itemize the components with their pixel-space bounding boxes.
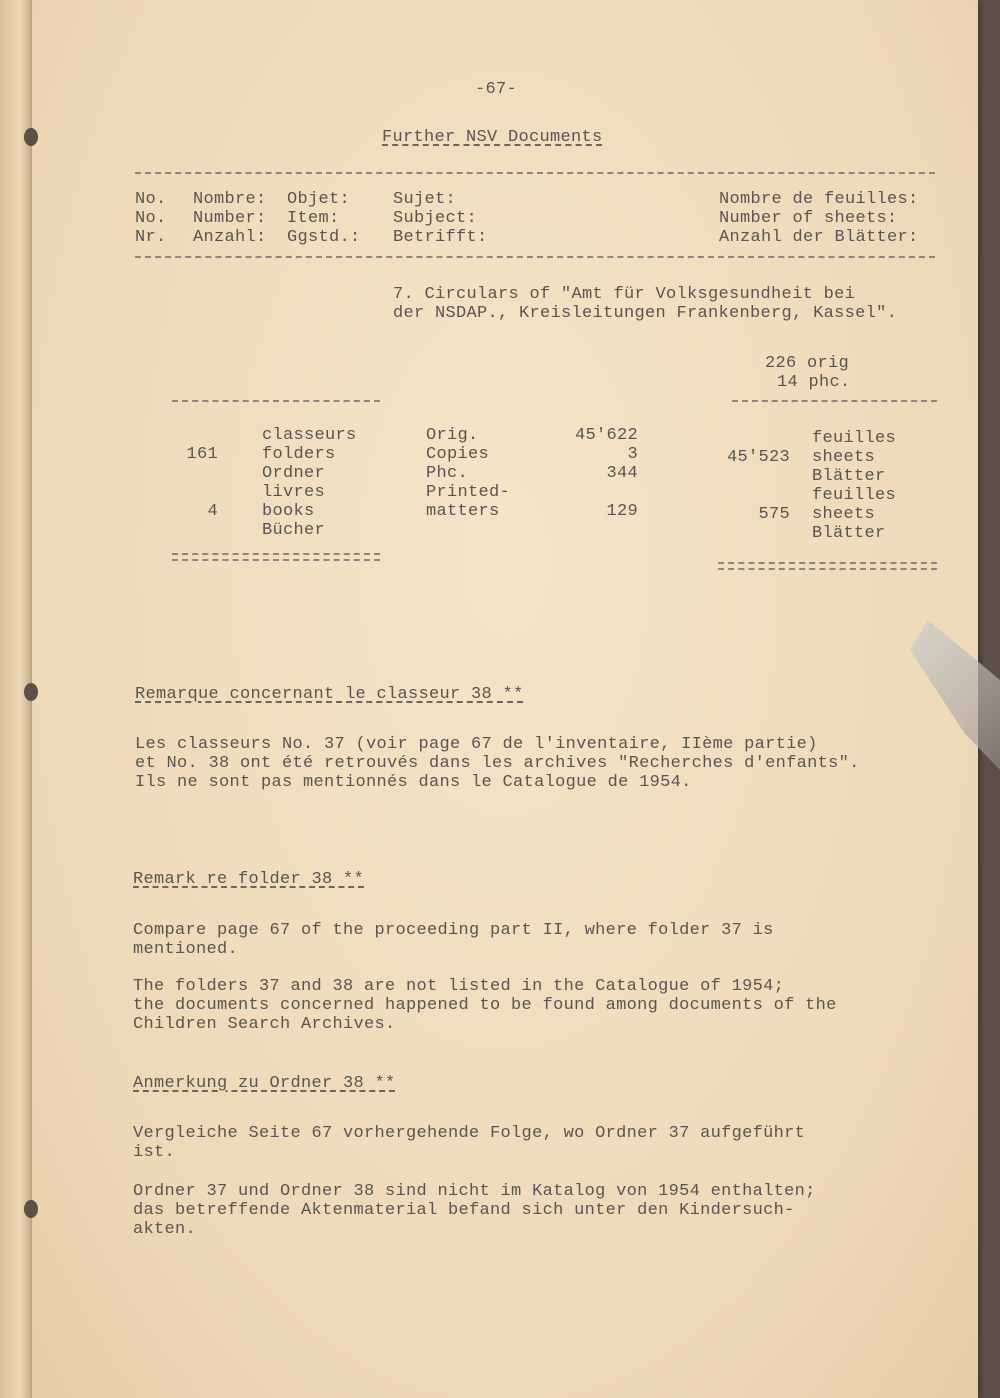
french-heading: Remarque concernant le classeur 38 ** xyxy=(135,685,524,704)
summary-double-rule-right xyxy=(718,562,937,570)
summary-rule-right xyxy=(732,400,937,402)
header-item-de: Ggstd.: xyxy=(287,228,361,247)
document-page xyxy=(32,0,978,1398)
english-p2-line-3: Children Search Archives. xyxy=(133,1015,396,1034)
header-item-fr: Objet: xyxy=(287,190,351,209)
punch-hole xyxy=(24,683,38,701)
header-rule-bottom xyxy=(135,256,935,258)
header-sheets-en: Number of sheets: xyxy=(719,209,898,228)
item-orig: Orig. xyxy=(426,426,479,445)
german-p2-line-1: Ordner 37 und Ordner 38 sind nicht im Katalog von 1954 enthalten; xyxy=(133,1182,816,1201)
unit-fr-2: feuilles xyxy=(812,486,897,505)
header-subject-en: Subject: xyxy=(393,209,478,228)
row2-number: 4 xyxy=(207,502,218,521)
english-p1-line-2: mentioned. xyxy=(133,940,239,959)
unit-fr-1: feuilles xyxy=(812,429,897,448)
count-phc: 344 xyxy=(606,464,638,483)
unit-de-2: Blätter xyxy=(812,524,886,543)
german-p2-line-2: das betreffende Aktenmaterial befand sich unter den Kindersuch- xyxy=(133,1201,795,1220)
page-title: Further NSV Documents xyxy=(382,128,603,147)
item-printed: Printed- xyxy=(426,483,511,502)
english-p2-line-2: the documents concerned happened to be found among documents of the xyxy=(133,996,837,1015)
type-fr-2: livres xyxy=(262,483,326,502)
entry-orig-count: 226 orig xyxy=(765,354,850,373)
german-p1-line-2: ist. xyxy=(133,1143,176,1162)
header-no-en: No. xyxy=(135,209,167,228)
french-line-1: Les classeurs No. 37 (voir page 67 de l'inventaire, IIème partie) xyxy=(135,735,818,754)
english-p1-line-1: Compare page 67 of the proceeding part II, where folder 37 is xyxy=(133,921,774,940)
summary-rule-left xyxy=(172,400,380,402)
german-heading: Anmerkung zu Ordner 38 ** xyxy=(133,1074,396,1093)
type-de-2: Bücher xyxy=(262,521,326,540)
unit-en-1: sheets xyxy=(812,448,876,467)
item-copies: Copies xyxy=(426,445,490,464)
type-fr-1: classeurs xyxy=(262,426,357,445)
count-printed: 129 xyxy=(606,502,638,521)
row1-total: 45'523 xyxy=(726,448,790,467)
header-number-de: Anzahl: xyxy=(193,228,267,247)
german-p2-line-3: akten. xyxy=(133,1220,197,1239)
entry-phc-count: 14 phc. xyxy=(777,373,851,392)
header-number-en: Number: xyxy=(193,209,267,228)
header-subject-de: Betrifft: xyxy=(393,228,488,247)
row2-total: 575 xyxy=(758,505,790,524)
english-p2-line-1: The folders 37 and 38 are not listed in the Catalogue of 1954; xyxy=(133,977,785,996)
header-sheets-fr: Nombre de feuilles: xyxy=(719,190,919,209)
row1-number: 161 xyxy=(186,445,218,464)
entry-subject-line1: 7. Circulars of "Amt für Volksgesundheit bei xyxy=(393,285,856,304)
type-en-2: books xyxy=(262,502,315,521)
type-de-1: Ordner xyxy=(262,464,326,483)
french-line-3: Ils ne sont pas mentionnés dans le Catalogue de 1954. xyxy=(135,773,692,792)
entry-subject-line2: der NSDAP., Kreisleitungen Frankenberg, Kassel". xyxy=(393,304,898,323)
header-number-fr: Nombre: xyxy=(193,190,267,209)
unit-en-2: sheets xyxy=(812,505,876,524)
type-en-1: folders xyxy=(262,445,336,464)
header-no-fr: No. xyxy=(135,190,167,209)
page-number: -67- xyxy=(475,80,518,99)
unit-de-1: Blätter xyxy=(812,467,886,486)
header-rule-top xyxy=(135,172,935,174)
german-p1-line-1: Vergleiche Seite 67 vorhergehende Folge, wo Ordner 37 aufgeführt xyxy=(133,1124,806,1143)
header-item-en: Item: xyxy=(287,209,340,228)
count-copies: 3 xyxy=(627,445,638,464)
item-phc: Phc. xyxy=(426,464,469,483)
french-line-2: et No. 38 ont été retrouvés dans les archives "Recherches d'enfants". xyxy=(135,754,860,773)
count-orig: 45'622 xyxy=(574,426,638,445)
punch-hole xyxy=(24,1200,38,1218)
punch-hole xyxy=(24,128,38,146)
item-matters: matters xyxy=(426,502,500,521)
header-sheets-de: Anzahl der Blätter: xyxy=(719,228,919,247)
summary-double-rule-left xyxy=(172,553,380,561)
header-subject-fr: Sujet: xyxy=(393,190,457,209)
header-no-de: Nr. xyxy=(135,228,167,247)
english-heading: Remark re folder 38 ** xyxy=(133,870,365,889)
